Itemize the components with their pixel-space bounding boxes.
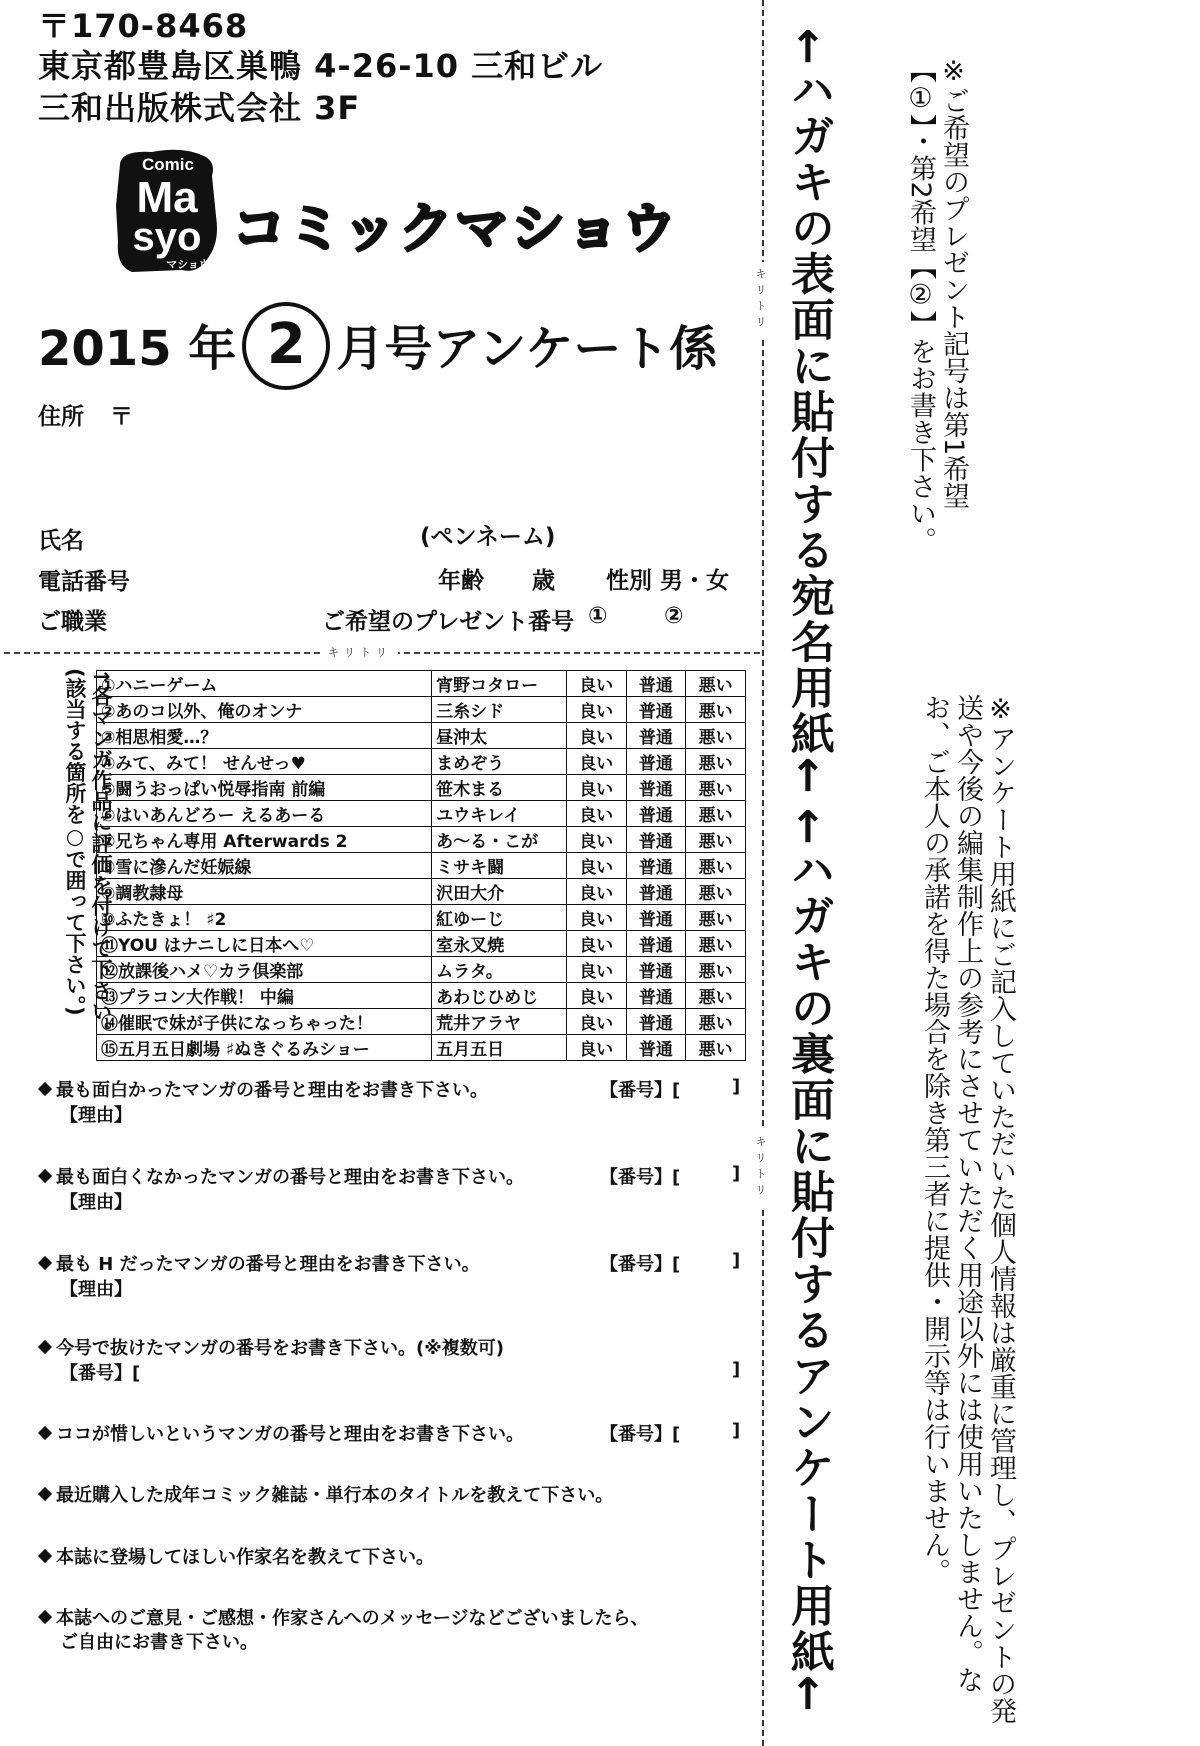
table-row (97, 931, 746, 957)
manga-author: ムラタ。 (432, 957, 567, 983)
comic-masyo-logo (112, 146, 222, 276)
diamond-icon (38, 1426, 52, 1440)
manga-author: 昼沖太 (432, 723, 567, 749)
rating-bad[interactable]: 悪い (686, 697, 746, 723)
rating-normal[interactable]: 普通 (626, 1009, 686, 1035)
question-5 (38, 1420, 524, 1446)
phone-label: 電話番号 (38, 569, 130, 595)
kiritori-mark-upper: キリトリ (752, 262, 768, 338)
rating-bad[interactable]: 悪い (686, 931, 746, 957)
rating-good[interactable]: 良い (566, 983, 626, 1009)
rating-normal[interactable]: 普通 (626, 775, 686, 801)
manga-title: ⑮五月五日劇場 ♯ぬきぐるみショー (97, 1035, 432, 1061)
question-3-text: 最も H だったマンガの番号と理由をお書き下さい。 (56, 1254, 480, 1275)
age-unit: 歳 (532, 568, 555, 594)
diamond-icon (38, 1610, 52, 1624)
rating-good[interactable]: 良い (566, 931, 626, 957)
issue-suffix: 月号アンケート係 (336, 321, 718, 377)
rating-good[interactable]: 良い (566, 697, 626, 723)
question-7-text: 本誌に登場してほしい作家名を教えて下さい。 (56, 1547, 434, 1568)
rating-good[interactable]: 良い (566, 723, 626, 749)
question-4 (38, 1334, 504, 1360)
manga-author: 沢田大介 (432, 879, 567, 905)
rating-bad[interactable]: 悪い (686, 671, 746, 697)
rating-bad[interactable]: 悪い (686, 957, 746, 983)
manga-title: ⑭催眠で妹が子供になっちゃった！ (97, 1009, 432, 1035)
logo-text-syo: syo (132, 215, 202, 259)
question-3-reason-label: 【理由】 (60, 1279, 132, 1300)
present-choice-1: ① (588, 603, 608, 629)
rating-bad[interactable]: 悪い (686, 749, 746, 775)
diamond-icon (38, 1082, 52, 1096)
rating-bad[interactable]: 悪い (686, 827, 746, 853)
manga-title: ⑪YOU はナニしに日本へ♡ (97, 931, 432, 957)
rating-bad[interactable]: 悪い (686, 775, 746, 801)
table-row (97, 827, 746, 853)
kiritori-mark-top: キリトリ (322, 644, 398, 660)
rating-bad[interactable]: 悪い (686, 1009, 746, 1035)
manga-author: ユウキレイ (432, 801, 567, 827)
stamp-front-instruction: ←ハガキの表面に貼付する宛名用紙← (783, 28, 834, 796)
question-3-close-bracket: ] (732, 1250, 741, 1271)
rating-normal[interactable]: 普通 (626, 879, 686, 905)
kiritori-mark-lower: キリトリ (752, 1130, 768, 1206)
rating-good[interactable]: 良い (566, 775, 626, 801)
question-5-number-label: 【番号】[ (600, 1424, 681, 1445)
address-line-2: 三和出版株式会社 3F (38, 89, 361, 127)
question-8-text: 本誌へのご意見・ご感想・作家さんへのメッセージなどございましたら、 (56, 1608, 649, 1629)
table-row (97, 697, 746, 723)
rating-bad[interactable]: 悪い (686, 801, 746, 827)
rating-normal[interactable]: 普通 (626, 801, 686, 827)
question-4-close-bracket: ] (732, 1359, 741, 1380)
manga-title: ⑤闘うおっぱい悦辱指南 前編 (97, 775, 432, 801)
rating-good[interactable]: 良い (566, 1009, 626, 1035)
issue-title (38, 308, 717, 396)
rating-good[interactable]: 良い (566, 671, 626, 697)
question-4-number-label: 【番号】[ (60, 1363, 141, 1384)
manga-author: 五月五日 (432, 1035, 567, 1061)
logo-text-comic: Comic (142, 155, 194, 174)
table-row (97, 853, 746, 879)
question-7 (38, 1543, 434, 1569)
diamond-icon (38, 1256, 52, 1270)
table-row (97, 671, 746, 697)
manga-title: ③相思相愛…？ (97, 723, 432, 749)
question-1-text: 最も面白かったマンガの番号と理由をお書き下さい。 (56, 1080, 488, 1101)
rating-good[interactable]: 良い (566, 749, 626, 775)
manga-title: ②あのコ以外、俺のオンナ (97, 697, 432, 723)
question-3 (38, 1250, 480, 1276)
manga-author: あわじひめじ (432, 983, 567, 1009)
rating-bad[interactable]: 悪い (686, 905, 746, 931)
rating-normal[interactable]: 普通 (626, 931, 686, 957)
diamond-icon (38, 1340, 52, 1354)
manga-author: 三糸シド (432, 697, 567, 723)
question-1-reason-label: 【理由】 (60, 1105, 132, 1126)
diamond-icon (38, 1169, 52, 1183)
diamond-icon (38, 1487, 52, 1501)
rating-good[interactable]: 良い (566, 853, 626, 879)
postal-code: 〒170-8468 (38, 7, 249, 45)
logo-text-kana: マショウ (166, 258, 210, 271)
rating-good[interactable]: 良い (566, 827, 626, 853)
rating-instruction: ↑各マンガ作品に評価を付けて下さい。(該当する箇所を○で囲って下さい。) (63, 668, 113, 1043)
manga-title: ⑨調教隷母 (97, 879, 432, 905)
manga-author: あ～る・こが (432, 827, 567, 853)
table-row (97, 983, 746, 1009)
manga-author: 笹木まる (432, 775, 567, 801)
postal-mark: 〒 (110, 404, 133, 430)
rating-bad[interactable]: 悪い (686, 879, 746, 905)
address-line-1: 東京都豊島区巣鴨 4-26-10 三和ビル (38, 47, 604, 85)
manga-author: 紅ゆーじ (432, 905, 567, 931)
question-2-reason-label: 【理由】 (60, 1192, 132, 1213)
brand-name: コミックマショウ (232, 197, 678, 260)
manga-author: 宵野コタロー (432, 671, 567, 697)
table-row (97, 1009, 746, 1035)
rating-bad[interactable]: 悪い (686, 723, 746, 749)
table-row (97, 1035, 746, 1061)
manga-title: ⑥はいあんどろー えるあーる (97, 801, 432, 827)
rating-good[interactable]: 良い (566, 905, 626, 931)
rating-normal[interactable]: 普通 (626, 827, 686, 853)
rating-good[interactable]: 良い (566, 879, 626, 905)
question-6-text: 最近購入した成年コミック雑誌・単行本のタイトルを教えて下さい。 (56, 1485, 614, 1506)
rating-bad[interactable]: 悪い (686, 1035, 746, 1061)
manga-title: ⑩ふたきょ！ ♯2 (97, 905, 432, 931)
manga-title: ⑬プラコン大作戦！ 中編 (97, 983, 432, 1009)
diamond-icon (38, 1549, 52, 1563)
table-row (97, 905, 746, 931)
rating-normal[interactable]: 普通 (626, 671, 686, 697)
age-label: 年齢 (438, 568, 484, 594)
question-2-number-label: 【番号】[ (600, 1167, 681, 1188)
manga-author: 荒井アラヤ (432, 1009, 567, 1035)
question-6 (38, 1481, 613, 1507)
manga-title: ⑧雪に滲んだ妊娠線 (97, 853, 432, 879)
rating-table (96, 670, 746, 1061)
rating-normal[interactable]: 普通 (626, 697, 686, 723)
table-row (97, 801, 746, 827)
question-1-number-label: 【番号】[ (600, 1080, 681, 1101)
rating-normal[interactable]: 普通 (626, 983, 686, 1009)
question-5-text: ココが惜しいというマンガの番号と理由をお書き下さい。 (56, 1424, 524, 1445)
manga-title: ⑦兄ちゃん専用 Afterwards 2 (97, 827, 432, 853)
question-2-close-bracket: ] (732, 1163, 741, 1184)
rating-normal[interactable]: 普通 (626, 905, 686, 931)
question-4-text: 今号で抜けたマンガの番号をお書き下さい。(※複数可) (56, 1338, 504, 1359)
job-label: ご職業 (38, 609, 107, 635)
table-row (97, 749, 746, 775)
table-row (97, 723, 746, 749)
rating-normal[interactable]: 普通 (626, 957, 686, 983)
gender-label: 性別 男・女 (606, 568, 730, 594)
name-label: 氏名 (38, 528, 84, 554)
question-8 (38, 1604, 649, 1630)
question-2 (38, 1163, 524, 1189)
question-1-close-bracket: ] (732, 1076, 741, 1097)
manga-title: ①ハニーゲーム (97, 671, 432, 697)
manga-title: ⑫放課後ハメ♡カラ倶楽部 (97, 957, 432, 983)
issue-month-circle: 2 (242, 302, 330, 390)
table-row (97, 957, 746, 983)
question-1 (38, 1076, 488, 1102)
logo-text-ma: Ma (136, 173, 198, 222)
stamp-back-instruction: ←ハガキの裏面に貼付するアンケート用紙← (783, 808, 834, 1714)
question-8-text-cont: ご自由にお書き下さい。 (60, 1632, 258, 1653)
rating-bad[interactable]: 悪い (686, 983, 746, 1009)
manga-author: ミサキ闘 (432, 853, 567, 879)
present-choice-2: ② (664, 603, 684, 629)
rating-bad[interactable]: 悪い (686, 853, 746, 879)
rating-normal[interactable]: 普通 (626, 1035, 686, 1061)
manga-author: まめぞう (432, 749, 567, 775)
issue-year: 2015 年 (38, 321, 237, 377)
rating-good[interactable]: 良い (566, 801, 626, 827)
manga-title: ④みて、みて！ せんせっ♥ (97, 749, 432, 775)
address-label: 住所 (38, 404, 84, 430)
question-5-close-bracket: ] (732, 1420, 741, 1441)
rating-normal[interactable]: 普通 (626, 853, 686, 879)
question-3-number-label: 【番号】[ (600, 1254, 681, 1275)
present-note: ※ご希望のプレゼント記号は第1希望【①】・第2希望【②】をお書き下さい。 (905, 56, 969, 554)
table-row (97, 879, 746, 905)
rating-normal[interactable]: 普通 (626, 723, 686, 749)
rating-good[interactable]: 良い (566, 1035, 626, 1061)
penname-label: (ペンネーム) (420, 524, 556, 550)
privacy-note: ※アンケート用紙にご記入していただいた個人情報は厳重に管理し、プレゼントの発送や今後の編集制作上の参考にさせていただく用途以外には使用いたしません。なお、ご本人の承諾を得た場合を除き第三者に提供・開示等は行いません。 (919, 694, 1016, 1724)
rating-good[interactable]: 良い (566, 957, 626, 983)
present-number-label: ご希望のプレゼント番号 (322, 609, 575, 635)
manga-author: 室永叉焼 (432, 931, 567, 957)
rating-normal[interactable]: 普通 (626, 749, 686, 775)
question-2-text: 最も面白くなかったマンガの番号と理由をお書き下さい。 (56, 1167, 524, 1188)
table-row (97, 775, 746, 801)
